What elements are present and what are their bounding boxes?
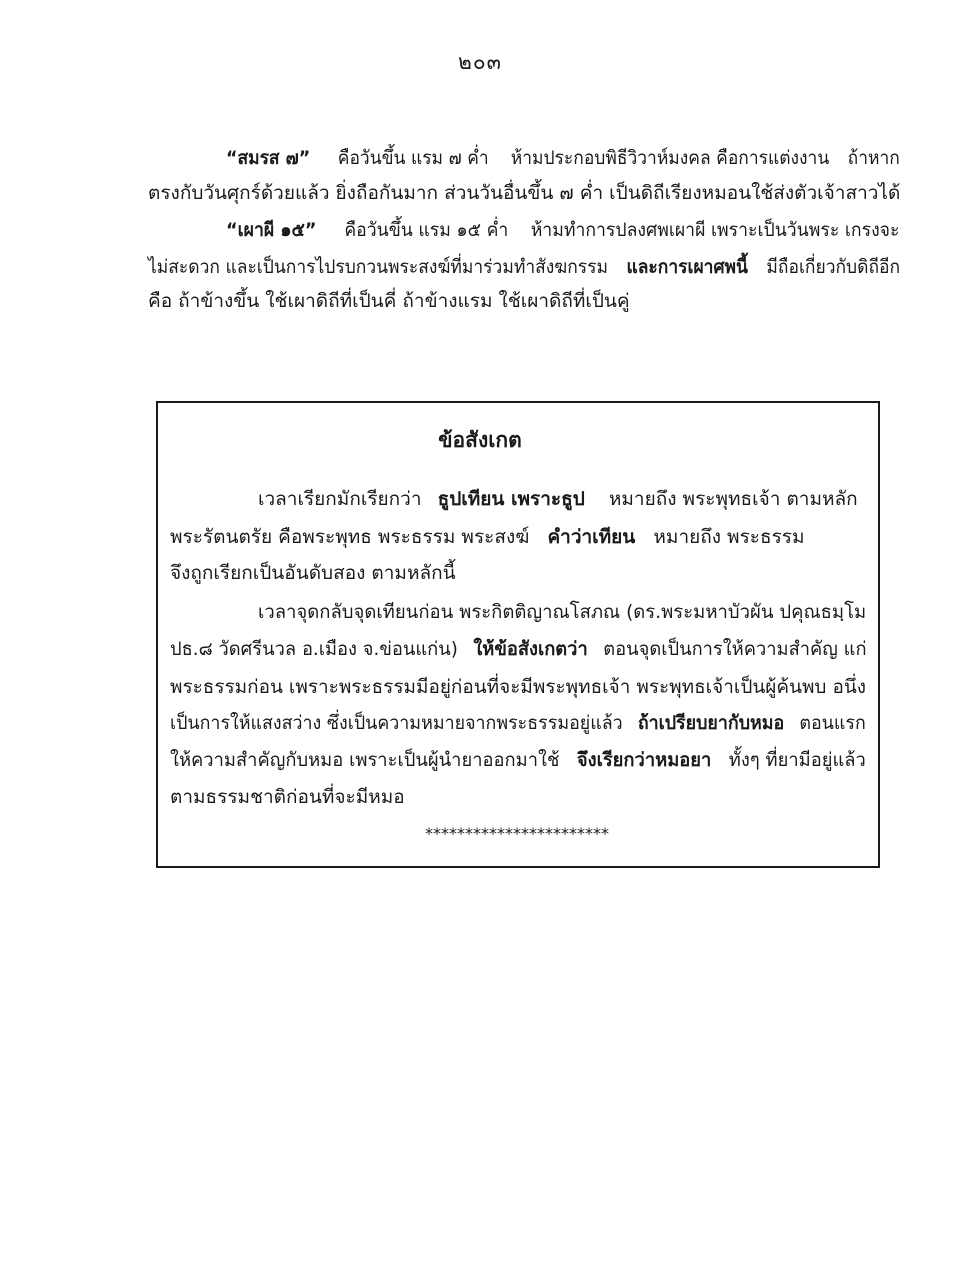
note-line: พระธรรมก่อน เพราะพระธรรมมีอยู่ก่อนที่จะมีพระพุทธเจ้า พระพุทธเจ้าเป็นผู้ค้นพบ อนึ่ง	[170, 676, 867, 698]
bold-text: ธูปเทียน เพราะธูป	[437, 488, 585, 510]
separator-stars: ***********************	[425, 824, 609, 843]
text: ไม่สะดวก และเป็นการไปรบกวนพระสงฆ์ที่มาร่วมทำสังฆกรรม	[148, 256, 609, 278]
note-line	[170, 525, 805, 549]
term-paophi: “เผาผี ๑๕”	[226, 219, 317, 241]
text: พระรัตนตรัย คือพระพุทธ พระธรรม พระสงฆ์	[170, 526, 530, 548]
text: คือวันขึ้น แรม ๗ ค่ำ	[337, 147, 489, 169]
text: หมายถึง พระธรรม	[653, 526, 805, 548]
note-line	[170, 637, 867, 661]
text: มีถือเกี่ยวกับดิถีอีก	[766, 256, 901, 278]
note-line: ตามธรรมชาติก่อนที่จะมีหมอ	[170, 786, 405, 808]
note-line: จึงถูกเรียกเป็นอันดับสอง ตามหลักนี้	[170, 562, 456, 584]
note-line: เวลาจุดกลับจุดเทียนก่อน พระกิตติญาณโสภณ (ดร.พระมหาบัวผัน ปคุณธมฺโม	[258, 601, 867, 623]
text: เป็นการให้แสงสว่าง ซึ่งเป็นความหมายจากพระธรรมอยู่แล้ว	[170, 712, 623, 734]
term-somros: “สมรส ๗”	[226, 147, 311, 169]
note-line	[258, 487, 858, 511]
text: ตอนจุดเป็นการให้ความสำคัญ แก่	[603, 638, 867, 660]
bold-text: จึงเรียกว่าหมอยา	[576, 749, 712, 771]
note-box-title: ข้อสังเกต	[438, 428, 522, 452]
note-line	[170, 748, 866, 772]
note-line	[170, 711, 866, 735]
bold-text: ให้ข้อสังเกตว่า	[473, 638, 588, 660]
text: ทั้งๆ ที่ยามีอยู่แล้ว	[728, 749, 866, 771]
text: หมายถึง พระพุทธเจ้า ตามหลัก	[608, 488, 858, 510]
paragraph-line	[226, 218, 899, 242]
paragraph-line: ตรงกับวันศุกร์ด้วยแล้ว ยิ่งถือกันมาก ส่วนวันอื่นขึ้น ๗ ค่ำ เป็นดิถีเรียงหมอนใช้ส่งตัวเจ้าสาวได้	[148, 182, 901, 204]
text: ตอนแรก	[799, 712, 866, 734]
bold-text: คำว่าเทียน	[547, 526, 636, 548]
text: คือวันขึ้น แรม ๑๕ ค่ำ	[344, 219, 509, 241]
paragraph-line	[148, 255, 900, 279]
text: ปธ.๘ วัดศรีนวล อ.เมือง จ.ข่อนแก่น)	[170, 638, 458, 660]
text: ห้ามทำการปลงศพเผาผี เพราะเป็นวันพระ เกรงจะ	[530, 219, 900, 241]
text: เวลาเรียกมักเรียกว่า	[258, 488, 422, 510]
page-number: ๒๐๓	[457, 50, 502, 74]
text: ห้ามประกอบพิธีวิวาห์มงคล คือการแต่งงาน	[510, 147, 830, 169]
bold-text: ถ้าเปรียบยากับหมอ	[637, 712, 785, 734]
text: ให้ความสำคัญกับหมอ เพราะเป็นผู้นำยาออกมาใช้	[170, 749, 560, 771]
bold-text: และการเผาศพนี้	[626, 256, 748, 278]
paragraph-line: คือ ถ้าข้างขึ้น ใช้เผาดิถีที่เป็นคี่ ถ้าข้างแรม ใช้เผาดิถีที่เป็นคู่	[148, 290, 630, 312]
text: ถ้าหาก	[847, 147, 900, 169]
paragraph-line	[226, 146, 900, 170]
